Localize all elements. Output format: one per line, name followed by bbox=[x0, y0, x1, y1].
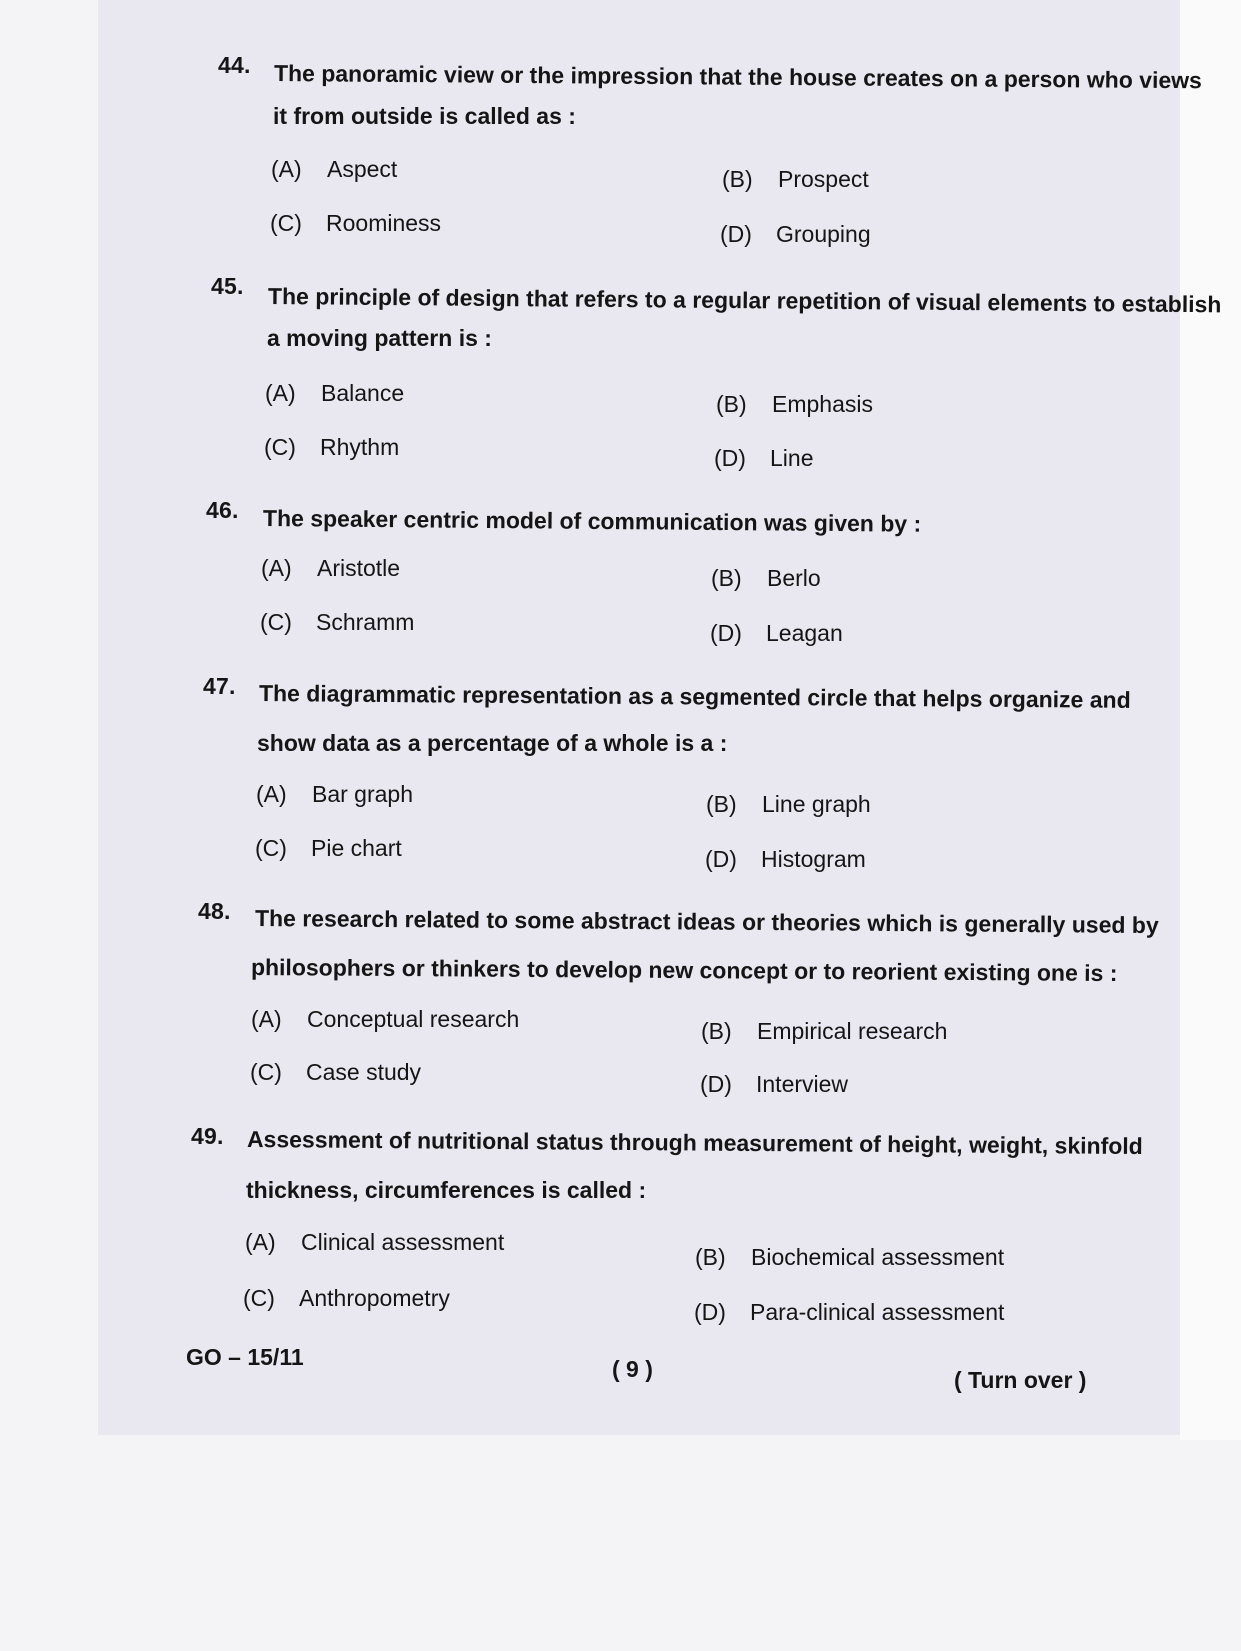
scan-margin bbox=[1180, 0, 1241, 1440]
question-number: 47. bbox=[203, 673, 236, 699]
option-b[interactable]: (B) Biochemical assessment bbox=[695, 1244, 1005, 1270]
question-text-line: a moving pattern is : bbox=[267, 325, 492, 351]
option-b[interactable]: (B) Empirical research bbox=[701, 1018, 948, 1044]
question-text-line: The speaker centric model of communication was given by : bbox=[262, 505, 922, 537]
question-number: 46. bbox=[206, 497, 239, 523]
paper-code: GO – 15/11 bbox=[186, 1344, 304, 1370]
option-d[interactable]: (D) Interview bbox=[700, 1071, 849, 1097]
option-a[interactable]: (A) Aspect bbox=[271, 156, 398, 182]
question-number: 44. bbox=[218, 52, 251, 78]
option-b[interactable]: (B) Emphasis bbox=[716, 391, 873, 417]
option-c[interactable]: (C) Pie chart bbox=[255, 835, 402, 861]
option-d[interactable]: (D) Histogram bbox=[705, 846, 866, 872]
option-c[interactable]: (C) Roominess bbox=[270, 210, 442, 236]
option-c[interactable]: (C) Schramm bbox=[260, 609, 415, 635]
question-text-line: The research related to some abstract ideas or theories which is generally used by bbox=[254, 905, 1159, 939]
option-b[interactable]: (B) Berlo bbox=[711, 565, 821, 591]
question-number: 49. bbox=[191, 1123, 224, 1149]
option-a[interactable]: (A) Balance bbox=[265, 380, 405, 406]
option-a[interactable]: (A) Clinical assessment bbox=[245, 1229, 505, 1255]
option-c[interactable]: (C) Case study bbox=[250, 1059, 422, 1085]
option-d[interactable]: (D) Line bbox=[714, 445, 814, 471]
option-a[interactable]: (A) Bar graph bbox=[256, 781, 414, 807]
question-number: 48. bbox=[198, 898, 231, 924]
option-d[interactable]: (D) Leagan bbox=[710, 620, 843, 646]
question-text-line: The principle of design that refers to a regular repetition of visual elements to establish bbox=[267, 283, 1222, 318]
question-text-line: thickness, circumferences is called : bbox=[246, 1177, 647, 1203]
question-number: 45. bbox=[211, 273, 244, 299]
question-text-line: show data as a percentage of a whole is a : bbox=[257, 730, 728, 756]
option-d[interactable]: (D) Para-clinical assessment bbox=[694, 1299, 1005, 1325]
option-a[interactable]: (A) Aristotle bbox=[261, 555, 401, 581]
option-b[interactable]: (B) Line graph bbox=[706, 791, 871, 817]
question-text-line: Assessment of nutritional status through measurement of height, weight, skinfold bbox=[246, 1126, 1143, 1160]
question-text-line: philosophers or thinkers to develop new concept or to reorient existing one is : bbox=[250, 954, 1118, 987]
paper-sheet bbox=[98, 0, 1180, 1435]
question-text-line: The panoramic view or the impression that the house creates on a person who views bbox=[273, 60, 1202, 94]
question-text-line: it from outside is called as : bbox=[273, 103, 576, 129]
page-number: ( 9 ) bbox=[612, 1356, 653, 1382]
option-c[interactable]: (C) Rhythm bbox=[264, 434, 400, 460]
option-c[interactable]: (C) Anthropometry bbox=[243, 1285, 450, 1311]
option-d[interactable]: (D) Grouping bbox=[720, 221, 871, 247]
option-a[interactable]: (A) Conceptual research bbox=[251, 1006, 520, 1032]
turn-over-note: ( Turn over ) bbox=[954, 1367, 1087, 1393]
question-text-line: The diagrammatic representation as a segmented circle that helps organize and bbox=[258, 680, 1131, 713]
option-b[interactable]: (B) Prospect bbox=[722, 166, 869, 192]
